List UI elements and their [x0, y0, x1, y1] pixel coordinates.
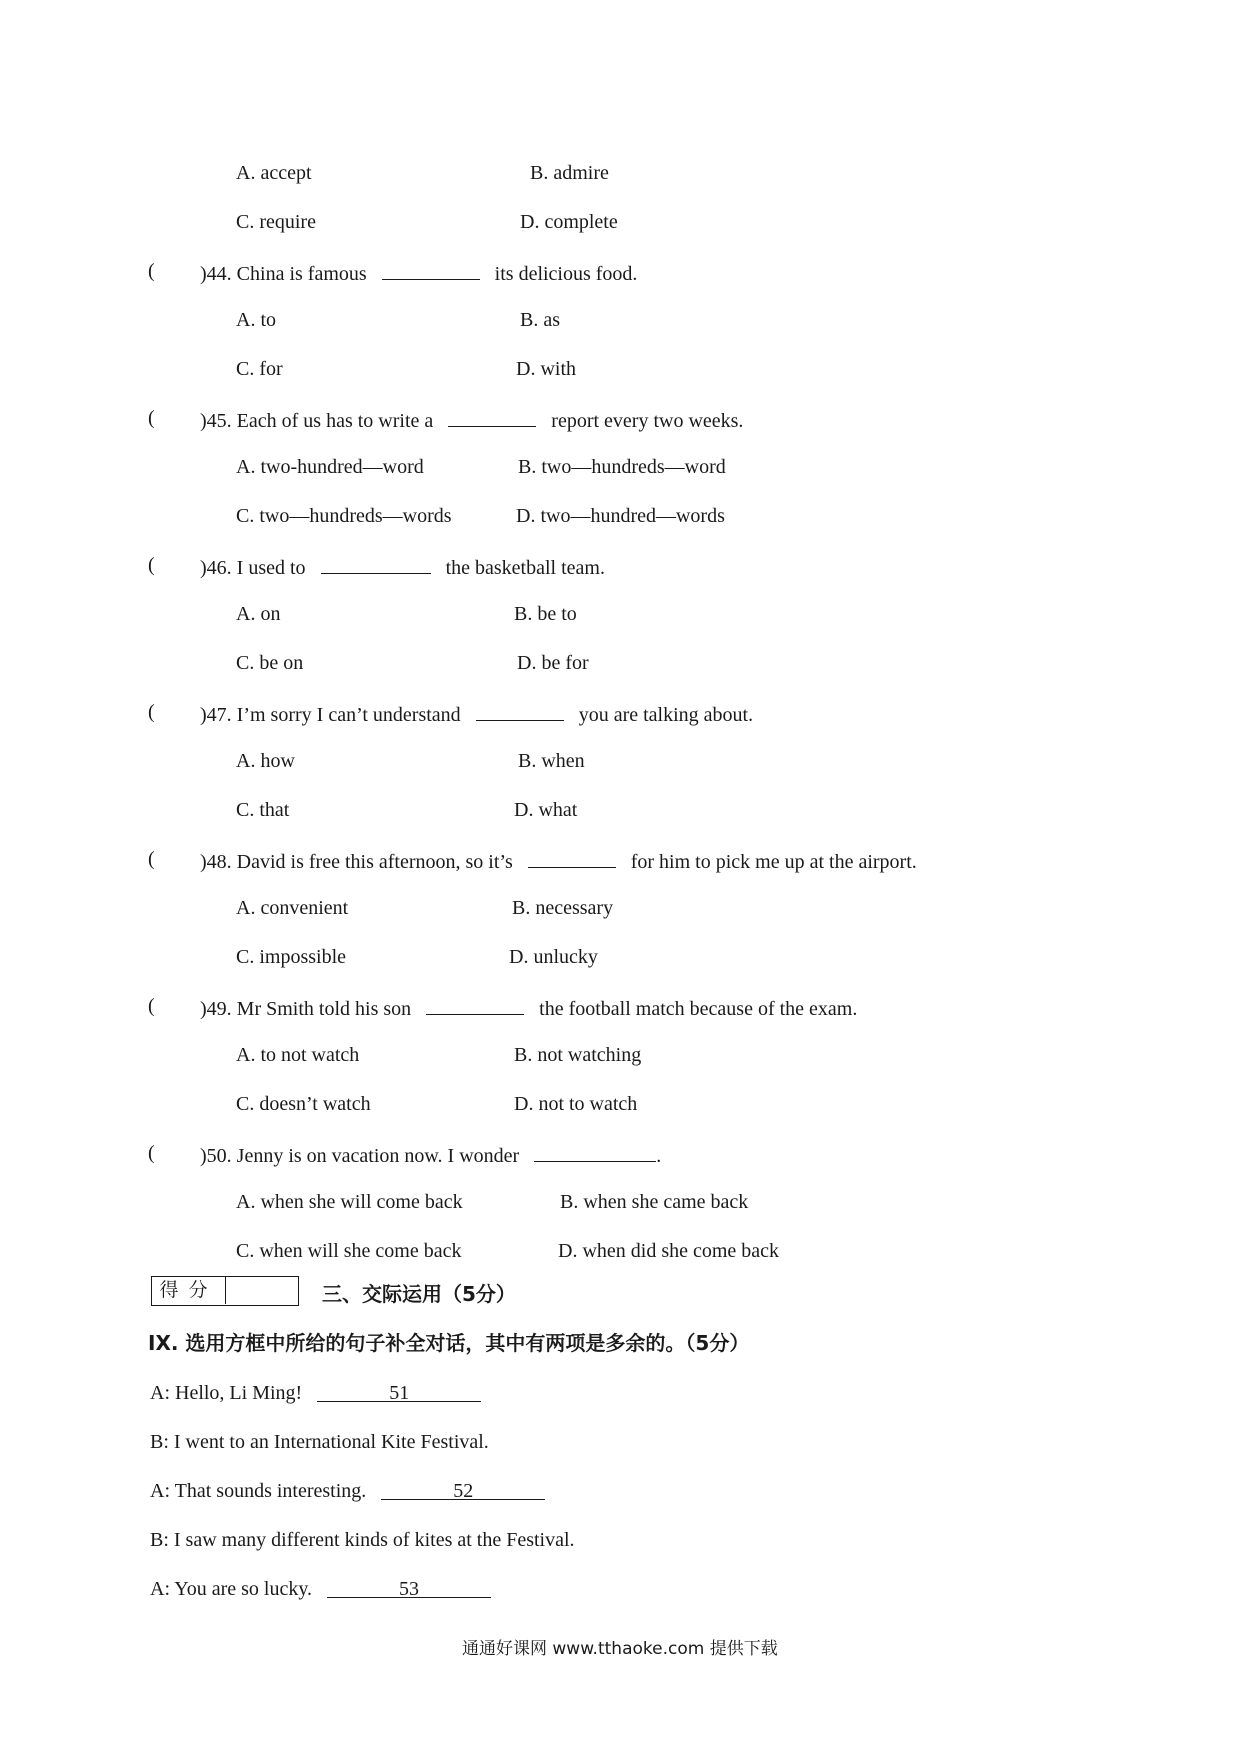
answer-paren: (: [148, 554, 155, 576]
option-a: A. two-hundred—word: [236, 456, 424, 478]
dialogue-text: B: I saw many different kinds of kites at the Festival.: [150, 1529, 575, 1551]
option-d: D. unlucky: [509, 946, 598, 968]
stem-pre: Jenny is on vacation now. I wonder: [236, 1145, 520, 1167]
option-d: D. when did she come back: [558, 1240, 780, 1262]
score-label: 得分: [152, 1277, 226, 1304]
dialogue-line-3: [150, 1479, 545, 1503]
stem-pre: David is free this afternoon, so it’s: [236, 851, 513, 873]
answer-blank[interactable]: [528, 847, 616, 868]
stem-pre: China is famous: [236, 263, 367, 285]
question-number: )50.: [200, 1145, 232, 1167]
answer-blank[interactable]: [534, 1141, 656, 1162]
dialogue-line-1: [150, 1381, 481, 1405]
answer-paren: (: [148, 407, 155, 429]
dialogue-text: A: That sounds interesting.: [150, 1480, 367, 1502]
answer-blank[interactable]: [448, 406, 536, 427]
option-b: B. not watching: [514, 1044, 642, 1066]
option-c: C. doesn’t watch: [236, 1093, 371, 1115]
stem-post: the basketball team.: [445, 557, 605, 579]
answer-blank[interactable]: [321, 553, 431, 574]
question-stem: [200, 406, 743, 433]
answer-paren: (: [148, 1142, 155, 1164]
option-c: C. two—hundreds—words: [236, 505, 452, 527]
dialogue-blank[interactable]: 52: [381, 1479, 545, 1500]
option-d: D. not to watch: [514, 1093, 638, 1115]
option-d: D. be for: [517, 652, 589, 674]
stem-pre: Each of us has to write a: [236, 410, 434, 432]
option-a: A. on: [236, 603, 281, 625]
option-c: C. that: [236, 799, 290, 821]
stem-post: the football match because of the exam.: [539, 998, 858, 1020]
dialogue-line-2: [150, 1430, 489, 1454]
question-number: )49.: [200, 998, 232, 1020]
question-stem: [200, 994, 857, 1021]
stem-post: you are talking about.: [578, 704, 754, 726]
option-b: B. when: [518, 750, 585, 772]
part-title: IX. 选用方框中所给的句子补全对话，其中有两项是多余的。（5分）: [148, 1331, 750, 1355]
answer-blank[interactable]: [426, 994, 524, 1015]
dialogue-line-4: [150, 1528, 575, 1552]
question-number: )44.: [200, 263, 232, 285]
dialogue-text: A: Hello, Li Ming!: [150, 1382, 303, 1404]
dialogue-text: B: I went to an International Kite Festival.: [150, 1431, 489, 1453]
page-footer: 通通好课网 www.tthaoke.com 提供下载: [462, 1639, 778, 1659]
question-number: )46.: [200, 557, 232, 579]
question-stem: [200, 700, 753, 727]
answer-paren: (: [148, 848, 155, 870]
dialogue-blank[interactable]: 51: [317, 1381, 481, 1402]
option-b: B. when she came back: [560, 1191, 749, 1213]
dialogue-text: A: You are so lucky.: [150, 1578, 313, 1600]
score-box: [151, 1276, 299, 1306]
option-d: D. two—hundred—words: [516, 505, 725, 527]
stem-pre: I used to: [236, 557, 306, 579]
q43-option-d: D. complete: [520, 211, 618, 233]
answer-paren: (: [148, 995, 155, 1017]
question-number: )45.: [200, 410, 232, 432]
q43-option-c: C. require: [236, 211, 316, 233]
question-stem: [200, 259, 637, 286]
question-stem: [200, 847, 917, 874]
option-b: B. as: [520, 309, 560, 331]
dialogue-blank[interactable]: 53: [327, 1577, 491, 1598]
q43-option-a: A. accept: [236, 162, 312, 184]
q43-option-b: B. admire: [530, 162, 609, 184]
option-c: C. impossible: [236, 946, 347, 968]
option-c: C. for: [236, 358, 283, 380]
option-b: B. be to: [514, 603, 577, 625]
stem-post: report every two weeks.: [551, 410, 744, 432]
stem-post: for him to pick me up at the airport.: [630, 851, 917, 873]
stem-post: its delicious food.: [494, 263, 638, 285]
option-d: D. what: [514, 799, 578, 821]
answer-blank[interactable]: [382, 259, 480, 280]
question-number: )48.: [200, 851, 232, 873]
option-c: C. when will she come back: [236, 1240, 462, 1262]
answer-blank[interactable]: [476, 700, 564, 721]
option-a: A. to: [236, 309, 276, 331]
option-b: B. two—hundreds—word: [518, 456, 726, 478]
option-c: C. be on: [236, 652, 304, 674]
option-a: A. how: [236, 750, 295, 772]
question-stem: [200, 553, 605, 580]
stem-pre: I’m sorry I can’t understand: [236, 704, 461, 726]
stem-pre: Mr Smith told his son: [236, 998, 412, 1020]
section-title: 三、交际运用（5分）: [322, 1282, 516, 1306]
option-b: B. necessary: [512, 897, 614, 919]
option-a: A. when she will come back: [236, 1191, 463, 1213]
question-stem: [200, 1141, 661, 1168]
stem-post: .: [656, 1145, 662, 1167]
option-d: D. with: [516, 358, 576, 380]
answer-paren: (: [148, 701, 155, 723]
option-a: A. to not watch: [236, 1044, 360, 1066]
question-number: )47.: [200, 704, 232, 726]
answer-paren: (: [148, 260, 155, 282]
option-a: A. convenient: [236, 897, 349, 919]
dialogue-line-5: [150, 1577, 491, 1601]
